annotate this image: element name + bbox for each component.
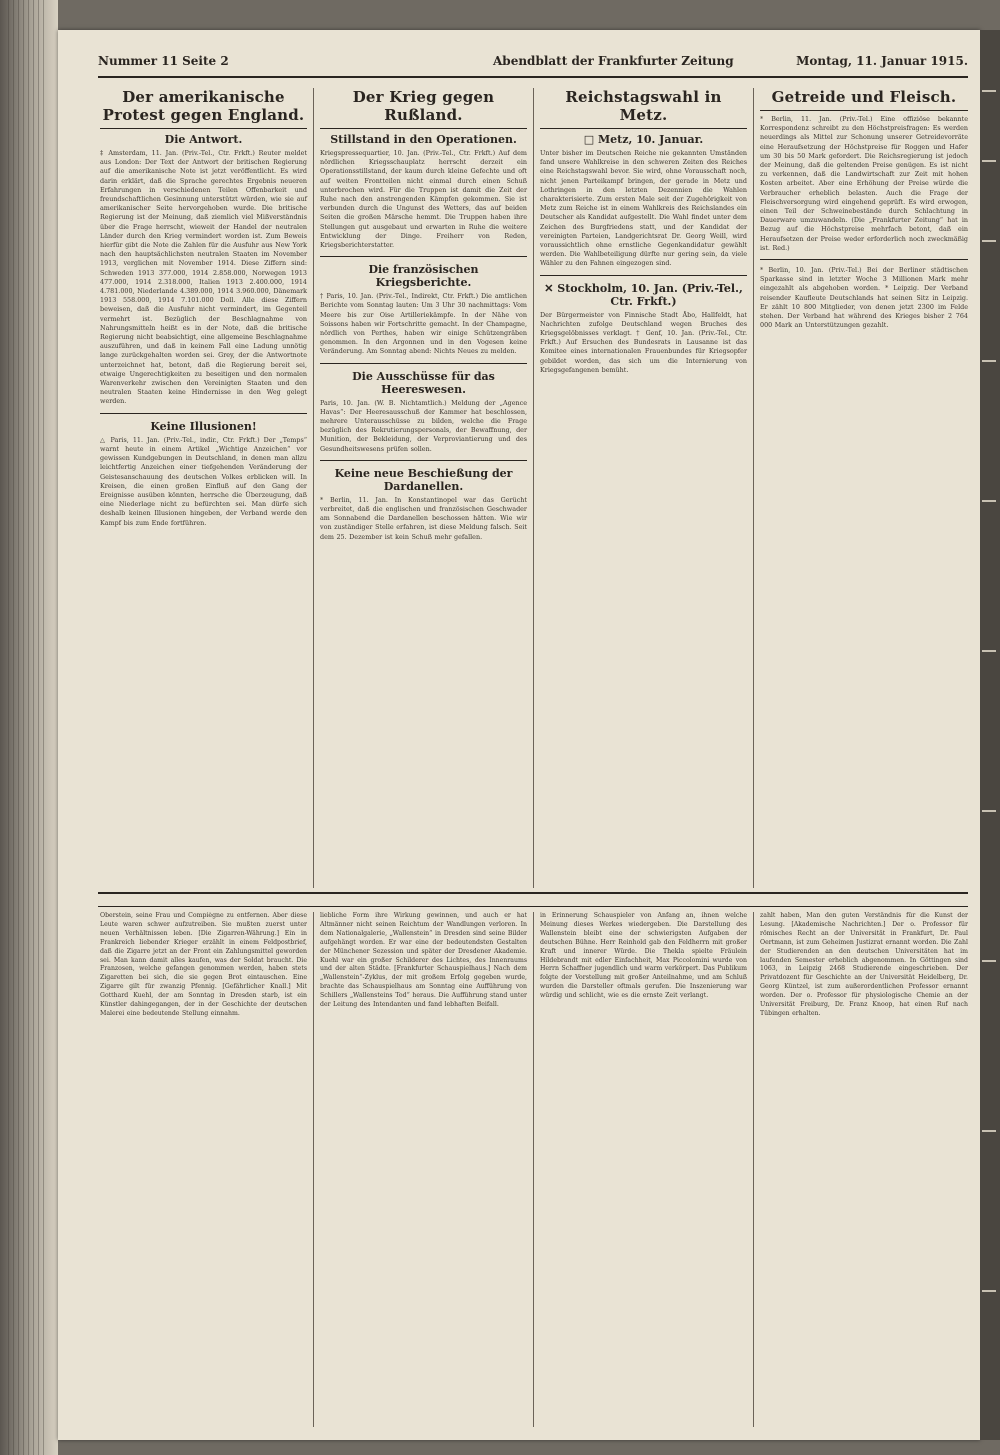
- binding-edge-lines: [8, 0, 48, 1455]
- article-body: Unter bisher im Deutschen Reiche nie gekannten Umständen fand unsere Wahlkreise in den schweren Zeiten des Reiches eine Reichstagswahl bevor. Sie wird, ohne Vorausschaft noch, nicht jenen Parteikampf bringen, der gerade in Metz und Lothringen in den letzten Dezennien die Wahlen charakterisierte. Zum ersten Male seit der Zugehörigkeit von Metz zum Reiche ist in einem Wahlkreis des Reichslandes ein Deutscher als Kandidat aufgestellt. Die Wahl findet unter dem Zeichen des Burgfriedens statt, und der Kandidat der vereinigten Parteien, Landgerichtsrat Dr. Georg Weill, wird voraussichtlich ohne ernstliche Gegenkandidatur gewählt werden. Die Wahlbeteiligung dürfte nur gering sein, da viele Wähler zu den Fahnen eingezogen sind.: [540, 149, 747, 268]
- article-body: * Berlin, 10. Jan. (Priv.-Tel.) Bei der Berliner städtischen Sparkasse sind in letzter Woche 3 Millionen Mark mehr eingezahlt als abgehoben worden. * Leipzig. Der Verband reisender Kaufleute Deutschlands hat seinen Sitz in Leipzig. Er zählt 10 800 Mitglieder, von denen jetzt 2300 im Felde stehen. Der Verband hat während des Krieges bisher 2 764 000 Mark an Unterstützungen gezahlt.: [760, 266, 968, 330]
- article-headline: Der amerikanische Protest gegen England.: [100, 88, 307, 129]
- book-binding: [0, 0, 58, 1455]
- article-body: ‡ Amsterdam, 11. Jan. (Priv.-Tel., Ctr. Frkft.) Reuter meldet aus London: Der Text der Antwort der britischen Regierung auf die amerikanische Note ist jetzt veröffentlicht. Es wird darin erklärt, daß die Sprache gerechtes Ergebnis neueren Erfahrungen in verschiedenen Teilen Offenbarkeit und freundschaftlichen Gesinnung unterstützt würden, wie sie auf amerikanischer Seite hervorgehoben wurde. Die britische Regierung ist der Meinung, daß ziemlich viel Mißverständnis über die Frage herrscht, wieweit der Handel der neutralen Länder durch den Krieg vermindert worden ist. Zum Beweis hierfür gibt die Note die Zahlen für die Ausfuhr aus New York nach den hauptsächlichsten neutralen Staaten im November 1913, verglichen mit November 1914. Diese Ziffern sind: Schweden 1913 377.000, 1914 2.858.000, Norwegen 1913 477.000, 1914 2.318.000, Italien 1913 2.400.000, 1914 4.781.000, Niederlande 4.389.000, 1914 3.960.000, Dänemark 1913 558.000, 1914 7.101.000 Doll. Alle diese Ziffern beweisen, daß die Ausfuhr nicht vermindert, im Gegenteil vermehrt ist. Bezüglich der Beschlagnahme von Nahrungsmitteln heißt es in der Note, daß die britische Regierung nicht beabsichtigt, eine allgemeine Beschlagnahme auszuführen, und daß in keinem Fall eine Ladung unnötig lange zurückgehalten worden sei. Grey, der die Antwortnote unterzeichnet hat, betont, daß die Regierung bereit sei, etwaige Ungerechtigkeiten zu beseitigen und den normalen Warenverkehr zwischen den Vereinigten Staaten und den neutralen Staaten keine Hindernisse in den Weg gelegt werden.: [100, 149, 307, 406]
- feuilleton-text: in Erinnerung Schauspieler von Anfang an, ihnen welche Meinung dieses Werkes wiedergeben. Die Darstellung des Wallenstein bleibt eine der schwierigsten Aufgaben der deutschen Bühne. Herr Reinhold gab den Feldherrn mit großer Kraft und innerer Würde. Die Thekla spielte Fräulein Hildebrandt mit edler Einfachheit, Max Piccolomini wurde von Herrn Schaffner jugendlich und warm verkörpert. Das Publikum folgte der Vorstellung mit großer Anteilnahme, und am Schluß wurden die Darsteller oftmals gerufen. Die Inszenierung war würdig und schlicht, wie es die ernste Zeit verlangt.: [540, 912, 747, 1000]
- article-body: Kriegspressequartier, 10. Jan. (Priv.-Tel., Ctr. Frkft.) Auf dem nördlichen Kriegsschauplatz herrscht derzeit ein Operationsstillstand, der kaum durch kleine Gefechte und oft auf weiten Frontteilen nicht einmal durch einen Schuß unterbrochen wird. Für die Truppen ist damit die Zeit der Ruhe nach den anstrengenden Kämpfen gekommen. Sie ist verbunden durch die Ungunst des Wetters, das auf beiden Seiten die großen Märsche hemmt. Die Truppen haben ihre Stellungen gut ausgebaut und erwarten in Ruhe die weitere Entwicklung der Dinge. Freiherr von Reden, Kriegsberichterstatter.: [320, 149, 527, 250]
- column-4: [754, 88, 974, 888]
- feuilleton-separator: [98, 892, 968, 894]
- newspaper-title: Abendblatt der Frankfurter Zeitung: [493, 54, 734, 68]
- article-subheading: Stillstand in den Operationen.: [330, 133, 517, 146]
- edge-text-fragment: [982, 360, 996, 362]
- article-body: Der Bürgermeister von Finnische Stadt Åbo, Hallfeldt, hat Nachrichten zufolge Deutschland wegen Bruches des Kriegsgelöbnisses verklagt. † Genf, 10. Jan. (Priv.-Tel., Ctr. Frkft.) Auf Ersuchen des Bundesrats in Lausanne ist das Komitee eines internationalen Frauenbundes für Kriegsopfer gebildet worden, das sich um die Internierung von Kriegsgefangenen bemüht.: [540, 310, 747, 374]
- article-body: † Paris, 10. Jan. (Priv.-Tel., Indirekt, Ctr. Frkft.) Die amtlichen Berichte vom Sonntag lauten: Um 3 Uhr 30 nachmittags: Vom Meere bis zur Oise Artilleriekämpfe. In der Nähe von Soissons haben wir Fortschritte gemacht. In der Champagne, nördlich von Perthes, haben wir einige Schützengräben genommen. In den Argonnen und in den Vogesen keine Veränderung. Am Sonntag abend: Nichts Neues zu melden.: [320, 292, 527, 356]
- edge-text-fragment: [982, 1130, 996, 1132]
- edge-text-fragment: [982, 160, 996, 162]
- article-body: Paris, 10. Jan. (W. B. Nichtamtlich.) Meldung der „Agence Havas“: Der Heeresausschuß der Kammer hat beschlossen, mehrere Unterausschüsse zu bilden, welche die Frage bezüglich des Rekrutierungspersonals, der Bewaffnung, der Munition, der Bekleidung, der Verproviantierung und des Gesundheitswesens prüfen sollen.: [320, 398, 527, 453]
- feuilleton-text: liebliche Form ihre Wirkung gewinnen, und auch er hat Altmänner nicht seinen Reichtum der Wandlungen verloren. In dem Nationalgalerie, „Wallenstein“ in Dresden sind seine Bilder aufgehängt worden. Er war eine der bedeutendsten Gestalten der Münchener Sezession und später der Dresdener Akademie. Kuehl war ein großer Schilderer des Lichtes, des Innenraums und der alten Städte. [Frankfurter Schauspielhaus.] Nach dem „Wallenstein“-Zyklus, der mit großem Erfolg gegeben wurde, brachte das Schauspielhaus am Sonntag eine Aufführung von Schillers „Wallensteins Tod“ heraus. Die Aufführung stand unter der Leitung des Intendanten und fand lebhaften Beifall.: [320, 912, 527, 1009]
- feuilleton-column-1: [94, 912, 314, 1427]
- article-headline: Getreide und Fleisch.: [760, 88, 968, 111]
- article-dateline: □ Metz, 10. Januar.: [583, 133, 704, 146]
- article-subheading: Keine neue Beschießung der Dardanellen.: [334, 466, 513, 493]
- article-headline: Der Krieg gegen Rußland.: [320, 88, 527, 129]
- column-3: [534, 88, 754, 888]
- feuilleton-column-3: [534, 912, 754, 1427]
- article-headline: Reichstagswahl in Metz.: [540, 88, 747, 129]
- article-subheading: Die Ausschüsse für das Heereswesen.: [352, 369, 495, 396]
- edge-text-fragment: [982, 500, 996, 502]
- edge-text-fragment: [982, 90, 996, 92]
- issue-date: Montag, 11. Januar 1915.: [796, 54, 968, 68]
- article-divider: [320, 460, 527, 461]
- article-divider: [100, 413, 307, 414]
- edge-text-fragment: [982, 240, 996, 242]
- article-body: △ Paris, 11. Jan. (Priv.-Tel., indir., Ctr. Frkft.) Der „Temps“ warnt heute in einem Artikel „Wichtige Anzeichen“ vor gewissen Kundgebungen in Deutschland, in denen man allzu leichtfertig Anzeichen einer tiefgehenden Veränderung der Geistesanschauung des deutschen Volkes erblicken will. In Kreisen, die einen großen Einfluß auf den Gang der Ereignisse ausüben könnten, herrsche die Überzeugung, daß eine Niederlage nicht zu befürchten sei. Man dürfe sich deshalb keinen Illusionen hingeben, der Verband werde den Kampf bis zum Ende fortführen.: [100, 435, 307, 527]
- article-body: * Berlin, 11. Jan. (Priv.-Tel.) Eine offiziöse bekannte Korrespondenz schreibt zu den Höchstpreisfragen: Es werden neuerdings als Mittel zur Schonung unserer Getreidevorräte eine Heraufsetzung der Höchstpreise für Roggen und Hafer um 30 bis 50 Mark gefordert. Die Reichsregierung ist jedoch der Meinung, daß die geltenden Preise genügen. Es ist nicht zu verkennen, daß die Landwirtschaft zur Zeit mit hohen Kosten arbeitet. Aber eine Erhöhung der Preise würde die Verbraucher erheblich belasten. Auch die Frage der Fleischversorgung wird eingehend geprüft. Es wird erwogen, einen Teil der Schweinebestände durch Schlachtung in Dauerware umzuwandeln. (Die „Frankfurter Zeitung“ hat in Bezug auf die Höchstpreise mehrfach betont, daß ein Heraufsetzen der Preise weder erforderlich noch zweckmäßig ist. Red.): [760, 115, 968, 252]
- article-subheading: Die Antwort.: [164, 133, 243, 146]
- adjacent-page-edge: [980, 30, 1000, 1440]
- issue-number: Nummer 11 Seite 2: [98, 54, 229, 68]
- column-1: [94, 88, 314, 888]
- edge-text-fragment: [982, 810, 996, 812]
- article-subheading: Die französischen Kriegsberichte.: [368, 263, 479, 290]
- newspaper-page: [58, 30, 980, 1440]
- page-header: [98, 52, 968, 78]
- article-body: * Berlin, 11. Jan. In Konstantinopel war das Gerücht verbreitet, daß die englischen und französischen Geschwader am Sonnabend die Dardanellen beschossen hätten. Wie wir von zuständiger Stelle erfahren, ist diese Meldung falsch. Seit dem 25. Dezember ist kein Schuß mehr gefallen.: [320, 495, 527, 541]
- article-divider: [540, 275, 747, 276]
- feuilleton-column-4: [754, 912, 974, 1427]
- article-divider: [760, 259, 968, 260]
- article-divider: [320, 363, 527, 364]
- edge-text-fragment: [982, 1290, 996, 1292]
- feuilleton-column-2: [314, 912, 534, 1427]
- feuilleton-separator-thin: [98, 906, 968, 907]
- edge-text-fragment: [982, 960, 996, 962]
- article-subheading: Keine Illusionen!: [150, 419, 257, 433]
- edge-text-fragment: [982, 650, 996, 652]
- article-dateline: ✕ Stockholm, 10. Jan. (Priv.-Tel., Ctr. Frkft.): [544, 281, 743, 308]
- feuilleton-text: Oberstein, seine Frau und Compiègne zu entfernen. Aber diese Leute waren schwer aufzutreiben. Sie mußten zuerst unter neuen Verhältnissen leben. [Die Zigarren-Währung.] Ein in Frankreich liebender Krieger erzählt in einem Feldpostbrief, daß die Zigarre jetzt an der Front ein Zahlungsmittel geworden sei. Man kann damit alles kaufen, was der Soldat braucht. Die Franzosen, welche gefangen genommen werden, haben stets Zigaretten bei sich, die sie gegen Brot eintauschen. Eine Zigarre gilt für zwanzig Pfennig. [Gefährlicher Knall.] Mit Gotthard Kuehl, der am Sonntag in Dresden starb, ist ein Künstler dahingegangen, der in der Geschichte der deutschen Malerei eine bedeutende Stellung einnahm.: [100, 912, 307, 1017]
- column-2: [314, 88, 534, 888]
- feuilleton-text: zahlt haben, Man den guten Verständnis für die Kunst der Lesung. [Akademische Nachrichten.] Der o. Professor für römisches Recht an der Universität in Frankfurt, Dr. Paul Oertmann, ist zum Geheimen Justizrat ernannt worden. Die Zahl der Studierenden an den deutschen Universitäten hat im laufenden Semester erheblich abgenommen. In Göttingen sind 1063, in Leipzig 2468 Studierende eingeschrieben. Der Privatdozent für Geschichte an der Universität Heidelberg, Dr. Georg Küntzel, ist zum außerordentlichen Professor ernannt worden. Der o. Professor für physiologische Chemie an der Universität Freiburg, Dr. Franz Knoop, hat einen Ruf nach Tübingen erhalten.: [760, 912, 968, 1017]
- article-divider: [320, 256, 527, 257]
